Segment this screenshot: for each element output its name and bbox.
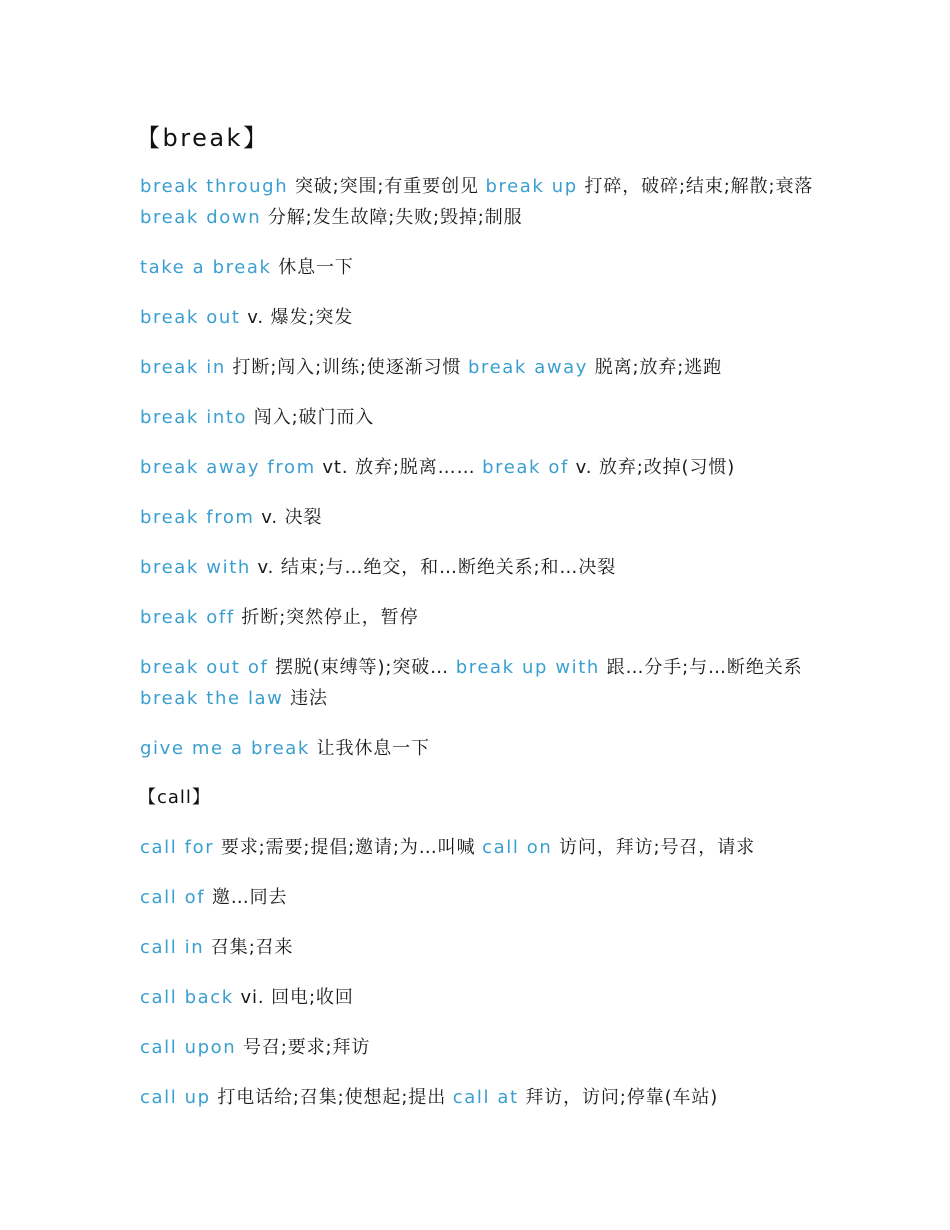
phrase-term: give me a break: [140, 738, 310, 759]
phrase-term: break up: [485, 176, 578, 197]
phrase-meaning: 打碎，破碎;结束;解散;衰落: [584, 176, 814, 197]
entry-break-from: [140, 502, 815, 533]
phrase-term: call on: [482, 837, 553, 858]
phrase-term: break of: [482, 457, 569, 478]
phrase-term: call of: [140, 887, 206, 908]
entry-take-a-break: [140, 252, 815, 283]
phrase-meaning: v. 爆发;突发: [247, 307, 354, 328]
phrase-term: break through: [140, 176, 289, 197]
phrase-term: break out of: [140, 657, 269, 678]
entry-call-of: [140, 882, 815, 913]
phrase-meaning: 打电话给;召集;使想起;提出: [217, 1087, 447, 1108]
phrase-term: call up: [140, 1087, 211, 1108]
phrase-term: call at: [452, 1087, 519, 1108]
entry-break-with: [140, 552, 815, 583]
phrase-meaning: vt. 放弃;脱离……: [322, 457, 476, 478]
phrase-term: break from: [140, 507, 255, 528]
entry-call-back: [140, 982, 815, 1013]
phrase-meaning: 脱离;放弃;逃跑: [594, 357, 723, 378]
phrase-meaning: 访问，拜访;号召，请求: [559, 837, 755, 858]
phrase-meaning: 让我休息一下: [316, 738, 430, 759]
entry-break-in: [140, 352, 815, 383]
phrase-term: call for: [140, 837, 215, 858]
phrase-meaning: v. 放弃;改掉(习惯): [575, 457, 736, 478]
phrase-meaning: vi. 回电;收回: [240, 987, 354, 1008]
phrase-meaning: 要求;需要;提倡;邀请;为…叫喊: [220, 837, 476, 858]
phrase-meaning: 分解;发生故障;失败;毁掉;制服: [267, 207, 523, 228]
phrase-term: break into: [140, 407, 248, 428]
entry-break-into: [140, 402, 815, 433]
phrase-term: break down: [140, 207, 262, 228]
phrase-term: call upon: [140, 1037, 237, 1058]
document-page: [136, 118, 815, 1132]
entry-break-out: [140, 302, 815, 333]
phrase-term: break with: [140, 557, 251, 578]
entry-call-upon: [140, 1032, 815, 1063]
section-title-break: 【break】: [136, 124, 270, 152]
phrase-meaning: 跟…分手;与…断绝关系: [606, 657, 803, 678]
phrase-meaning: 邀…同去: [211, 887, 288, 908]
section-title-call: 【call】: [138, 787, 211, 808]
phrase-meaning: 摆脱(束缚等);突破…: [275, 657, 450, 678]
phrase-meaning: 号召;要求;拜访: [242, 1037, 371, 1058]
phrase-term: break away from: [140, 457, 316, 478]
entry-break-through: [140, 171, 815, 233]
phrase-meaning: 闯入;破门而入: [253, 407, 375, 428]
entry-call-in: [140, 932, 815, 963]
phrase-meaning: 拜访，访问;停靠(车站): [525, 1087, 719, 1108]
phrase-term: call in: [140, 937, 205, 958]
entry-break-off: [140, 602, 815, 633]
entry-break-away-from: [140, 452, 815, 483]
phrase-meaning: v. 决裂: [261, 507, 323, 528]
phrase-term: break out: [140, 307, 241, 328]
phrase-term: break away: [467, 357, 589, 378]
phrase-term: break up with: [455, 657, 600, 678]
phrase-meaning: 休息一下: [278, 257, 354, 278]
phrase-term: break off: [140, 607, 235, 628]
entry-call-for: [140, 832, 815, 863]
phrase-meaning: 突破;突围;有重要创见: [294, 176, 479, 197]
phrase-term: break in: [140, 357, 226, 378]
entry-give-me-a-break: [140, 733, 815, 764]
phrase-meaning: v. 结束;与…绝交，和…断绝关系;和…决裂: [257, 557, 617, 578]
phrase-term: break the law: [140, 688, 284, 709]
phrase-term: take a break: [140, 257, 272, 278]
phrase-meaning: 违法: [290, 688, 328, 709]
entry-break-out-of: [140, 652, 815, 714]
phrase-term: call back: [140, 987, 234, 1008]
phrase-meaning: 打断;闯入;训练;使逐渐习惯: [232, 357, 462, 378]
phrase-meaning: 召集;召来: [210, 937, 294, 958]
phrase-meaning: 折断;突然停止，暂停: [241, 607, 419, 628]
entry-call-up: [140, 1082, 815, 1113]
